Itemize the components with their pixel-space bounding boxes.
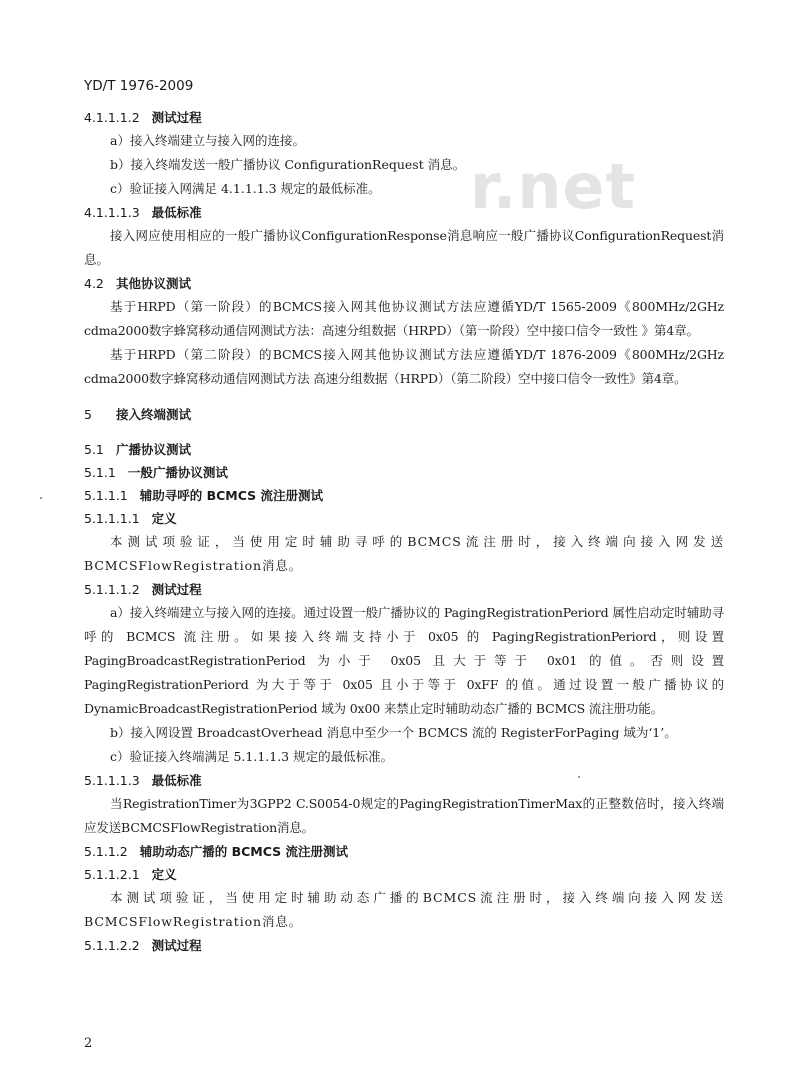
paragraph: 接入网应使用相应的一般广播协议ConfigurationResponse消息响应一般广播协议ConfigurationRequest消息。 — [84, 228, 724, 267]
section-number: 4.1.1.1.3 — [84, 205, 140, 220]
spacer — [84, 391, 724, 403]
paragraph: 基于HRPD（第二阶段）的BCMCS接入网其他协议测试方法应遵循YD/T 1876-2009《800MHz/2GHz cdma2000数字蜂窝移动通信网测试方法 高速分组数据（HRPD）（第二阶段）空中接口信令一致性》第4章。 — [84, 347, 724, 386]
list-item: c）验证接入网满足 4.1.1.1.3 规定的最低标准。 — [110, 181, 381, 196]
section-number: 4.1.1.1.2 — [84, 110, 140, 125]
section-title: 最低标准 — [151, 773, 202, 788]
section-number: 5.1.1.2 — [84, 844, 128, 859]
section-heading — [84, 403, 724, 426]
section-heading — [84, 438, 724, 461]
paragraph: a）接入终端建立与接入网的连接。通过设置一般广播协议的 PagingRegistrationPeriord 属性启动定时辅助寻呼的 BCMCS 流注册。如果接入终端支持小于 0x05 的 PagingRegistrationPeriord，则设置 PagingBroadcastRegistrationPeriod 为小于 0x05 且大于等于 0x01 的值。否则设置 PagingRegistrationPeriord 为大于等于 0x05 且小于等于 0xFF 的值。通过设置一般广播协议的 DynamicBroadcastRegistrationPeriod 域为 0x00 来禁止定时辅助动态广播的 BCMCS 流注册功能。 — [84, 605, 724, 716]
section-title: 测试过程 — [151, 938, 202, 953]
paragraph: 当RegistrationTimer为3GPP2 C.S0054-0规定的PagingRegistrationTimerMax的正整数倍时，接入终端应发送BCMCSFlowRegistration消息。 — [84, 796, 724, 835]
section-title: 辅助寻呼的 BCMCS 流注册测试 — [139, 488, 323, 503]
section-heading — [84, 578, 724, 601]
section-heading — [84, 461, 724, 484]
section-heading — [84, 272, 724, 295]
section-number: 5 — [84, 407, 92, 422]
section-number: 5.1.1.1.2 — [84, 582, 140, 597]
section-number: 5.1.1.2.2 — [84, 938, 140, 953]
section-number: 5.1.1.2.1 — [84, 867, 140, 882]
section-number: 4.2 — [84, 276, 104, 291]
section-number: 5.1.1 — [84, 465, 116, 480]
standard-header: YD/T 1976-2009 — [84, 78, 194, 94]
section-number: 5.1 — [84, 442, 104, 457]
section-title: 接入终端测试 — [116, 407, 192, 422]
paragraph: 基于HRPD（第一阶段）的BCMCS接入网其他协议测试方法应遵循YD/T 1565-2009《800MHz/2GHz cdma2000数字蜂窝移动通信网测试方法：高速分组数据（HRPD）（第一阶段）空中接口信令一致性 》第4章。 — [84, 299, 724, 338]
section-heading — [84, 106, 724, 129]
watermark: r.net — [470, 150, 637, 223]
section-title: 测试过程 — [151, 110, 202, 125]
scan-speck — [578, 776, 580, 778]
section-number: 5.1.1.1 — [84, 488, 128, 503]
section-title: 定义 — [151, 511, 177, 526]
section-title: 定义 — [151, 867, 177, 882]
section-title: 辅助动态广播的 BCMCS 流注册测试 — [139, 844, 348, 859]
section-title: 测试过程 — [151, 582, 202, 597]
section-heading — [84, 507, 724, 530]
section-heading — [84, 201, 724, 224]
section-heading — [84, 863, 724, 886]
section-title: 一般广播协议测试 — [127, 465, 228, 480]
list-item: b）接入终端发送一般广播协议 ConfigurationRequest 消息。 — [110, 157, 466, 172]
document-body — [84, 106, 724, 957]
section-title: 广播协议测试 — [116, 442, 192, 457]
paragraph: 本测试项验证，当使用定时辅助寻呼的BCMCS流注册时，接入终端向接入网发送BCMCSFlowRegistration消息。 — [84, 534, 724, 573]
section-heading — [84, 840, 724, 863]
section-heading — [84, 769, 724, 792]
section-number: 5.1.1.1.1 — [84, 511, 140, 526]
paragraph: 本测试项验证，当使用定时辅助动态广播的BCMCS流注册时，接入终端向接入网发送BCMCSFlowRegistration消息。 — [84, 890, 724, 929]
section-heading — [84, 484, 724, 507]
scan-speck — [40, 497, 42, 499]
list-item: b）接入网设置 BroadcastOverhead 消息中至少一个 BCMCS 流的 RegisterForPaging 域为‘1’。 — [110, 725, 677, 740]
list-item: c）验证接入终端满足 5.1.1.1.3 规定的最低标准。 — [110, 749, 394, 764]
section-title: 最低标准 — [151, 205, 202, 220]
section-heading — [84, 934, 724, 957]
section-title: 其他协议测试 — [116, 276, 192, 291]
spacer — [84, 426, 724, 438]
list-item: a）接入终端建立与接入网的连接。 — [110, 133, 305, 148]
section-number: 5.1.1.1.3 — [84, 773, 140, 788]
page-number: 2 — [84, 1036, 93, 1051]
